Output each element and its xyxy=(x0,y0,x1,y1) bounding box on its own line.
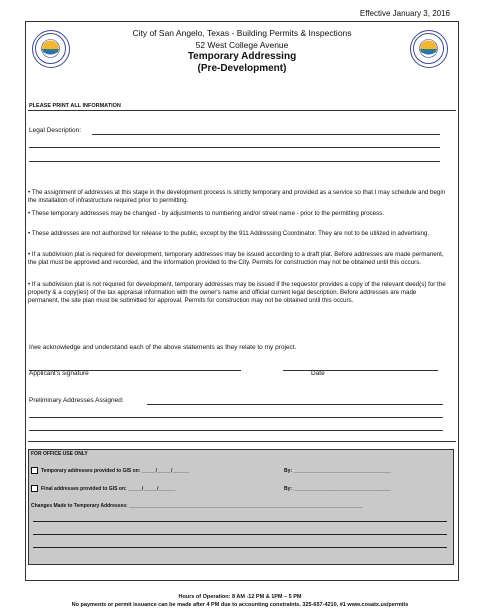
gis-temp-label: Temporary addresses provided to GIS on: _____/_____/______ xyxy=(41,467,190,474)
gis-final-checkbox[interactable] xyxy=(31,485,38,492)
legal-description-field[interactable] xyxy=(92,134,440,135)
gis-final-label: Final addresses provided to GIS on: _____/_____/______ xyxy=(41,485,176,492)
office-use-panel xyxy=(28,449,454,565)
legal-description-label: Legal Description: xyxy=(29,127,82,134)
form-subtitle: (Pre-Development) xyxy=(197,63,287,74)
preliminary-addresses-field[interactable] xyxy=(147,404,443,405)
preliminary-addresses-label: Preliminary Addresses Assigned: xyxy=(29,397,124,404)
header-city-line: City of San Angelo, Texas - Building Permits & Inspections xyxy=(132,28,352,38)
signature-date-field[interactable] xyxy=(283,370,438,371)
gis-temp-row xyxy=(31,467,189,474)
header-divider xyxy=(28,110,456,111)
legal-description-line-2[interactable] xyxy=(29,147,440,148)
footer-note: No payments or permit issuance can be made after 4 PM due to accounting constraints. 325-657-4210, #1 www.cosatx.us/permits xyxy=(71,602,409,608)
statement-bullet-4: • If a subdivision plat is required for development, temporary addresses may be issued according to a draft plat. Before addresses are made permanent, the plat must be approved and recorded, and the information provided to the City. Permits for construction may not be obtained until this occurs. xyxy=(28,251,444,266)
legal-description-line-3[interactable] xyxy=(29,161,440,162)
changes-line-3[interactable] xyxy=(33,547,447,548)
gis-final-row xyxy=(31,485,175,492)
changes-label: Changes Made to Temporary Addresses: ____________________________________________________________________________________ xyxy=(31,503,363,509)
date-label: Date xyxy=(311,370,325,377)
effective-date: Effective January 3, 2016 xyxy=(359,9,450,18)
gis-final-by-field[interactable]: By: ___________________________________ xyxy=(284,486,391,492)
changes-line-2[interactable] xyxy=(33,534,447,535)
gis-temp-by-field[interactable]: By: ___________________________________ xyxy=(284,468,391,474)
changes-line-1[interactable] xyxy=(33,521,447,522)
hours-of-operation: Hours of Operation: 8 AM -12 PM & 1PM – 5 PM xyxy=(178,594,302,600)
office-use-title: FOR OFFICE USE ONLY xyxy=(31,451,88,457)
header-address-line: 52 West College Avenue xyxy=(195,40,289,50)
preliminary-addresses-line-3[interactable] xyxy=(29,430,443,431)
statement-bullet-1: • The assignment of addresses at this stage in the development process is strictly temporary and provided as a service so that I may schedule and begin the installation of infrastructure required prior to permitting. xyxy=(28,189,446,204)
preliminary-addresses-line-2[interactable] xyxy=(29,417,443,418)
office-divider xyxy=(28,441,456,442)
acknowledgement-text: I/we acknowledge and understand each of the above statements as they relate to my project. xyxy=(29,344,297,351)
statement-bullet-5: • If a subdivision plat is not required for development, temporary addresses may be issued if the requestor provides a copy of the relevant deed(s) for the property & a copy(ies) of the tax appraisal information with the owner's name and official current legal description. Before addresses are made permanent, the site plan must be submitted for approval. Permits for construction may not be obtained until this occurs. xyxy=(28,281,446,304)
print-instruction: PLEASE PRINT ALL INFORMATION xyxy=(29,103,121,109)
statement-bullet-3: • These addresses are not authorized for release to the public, except by the 911 Addressing Coordinator. They are not to be utilized in advertising. xyxy=(28,230,430,237)
gis-temp-checkbox[interactable] xyxy=(31,467,38,474)
statement-bullet-2: • These temporary addresses may be changed - by adjustments to numbering and/or street name - prior to the permitting process. xyxy=(28,210,384,217)
applicant-signature-label: Applicant's signature xyxy=(29,370,89,377)
form-title: Temporary Addressing xyxy=(187,51,297,62)
